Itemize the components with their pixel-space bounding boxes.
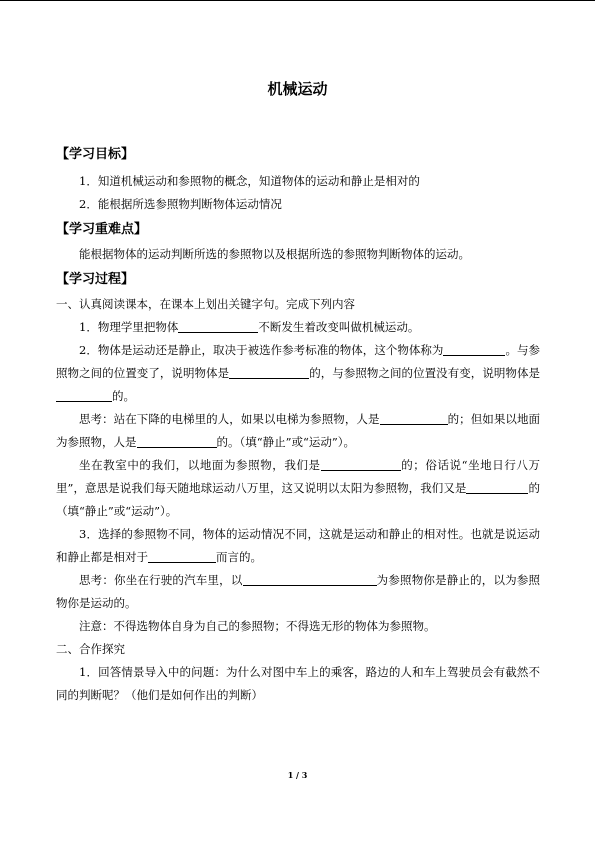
question-text: 。与参照物之间的位置变了，说明物体是 xyxy=(56,343,540,380)
answer-blank[interactable] xyxy=(380,411,448,425)
part-one-heading: 一、认真阅读课本，在课本上划出关键字句。完成下列内容 xyxy=(56,297,355,311)
answer-blank[interactable] xyxy=(229,365,309,379)
answer-blank[interactable] xyxy=(243,572,377,586)
worksheet-content xyxy=(56,143,540,707)
section-heading-process: 【学习过程】 xyxy=(56,272,135,287)
page-title: 机械运动 xyxy=(267,80,328,98)
answer-blank[interactable] xyxy=(466,480,528,494)
question-text: 的。（填“静止”或“运动”）。 xyxy=(216,435,356,449)
answer-blank[interactable] xyxy=(321,457,401,471)
goal-item: 1．知道机械运动和参照物的概念，知道物体的运动和静止是相对的 xyxy=(79,174,420,188)
question-text: 2．物体是运动还是静止，取决于被选作参考标准的物体，这个物体称为 xyxy=(79,343,444,357)
question-text: 坐在教室中的我们，以地面为参照物，我们是 xyxy=(79,458,321,472)
top-border-line xyxy=(0,0,595,1)
cooperation-question-1: 1．回答情景导入中的问题：为什么对图中车上的乘客，路边的人和车上驾驶员会有截然不同的判断呢？（他们是如何作出的判断） xyxy=(56,665,540,702)
key-points-text: 能根据物体的运动判断所选的参照物以及根据所选的参照物判断物体的运动。 xyxy=(79,247,470,261)
question-2 xyxy=(56,339,540,408)
think-question-2 xyxy=(56,569,540,615)
classroom-question xyxy=(56,454,540,523)
answer-blank[interactable] xyxy=(148,549,216,563)
goal-item: 2．能根据所选参照物判断物体运动情况 xyxy=(79,197,282,211)
question-3 xyxy=(56,523,540,569)
question-1 xyxy=(56,316,540,339)
question-text: 的；俗话说“坐地日行八万里”，意思是说我们每天随地球运动八万里，这又说明以太阳为参照物，我们又是 xyxy=(56,458,540,495)
part-two-heading: 二、合作探究 xyxy=(56,642,125,656)
question-text: 不断发生着改变叫做机械运动。 xyxy=(258,320,420,334)
question-text: 的，与参照物之间的位置没有变，说明物体是 xyxy=(309,366,541,380)
answer-blank[interactable] xyxy=(178,319,258,333)
question-text: 的；但如果以地面为参照物，人是 xyxy=(56,412,541,449)
note-text: 注意：不得选物体自身为自己的参照物；不得选无形的物体为参照物。 xyxy=(79,619,436,633)
question-text: 思考：你坐在行驶的汽车里，以 xyxy=(79,573,243,587)
think-question-1 xyxy=(56,408,540,454)
question-text: 思考：站在下降的电梯里的人，如果以电梯为参照物，人是 xyxy=(79,412,380,426)
section-heading-goals: 【学习目标】 xyxy=(56,147,135,162)
question-text: 3．选择的参照物不同，物体的运动情况不同，这就是运动和静止的相对性。也就是说运动和静止都是相对于 xyxy=(56,527,540,564)
question-text: 的。 xyxy=(112,389,135,403)
question-text: 为参照物你是静止的，以为参照物你是运动的。 xyxy=(56,573,540,610)
answer-blank[interactable] xyxy=(137,434,217,448)
answer-blank[interactable] xyxy=(443,342,505,356)
answer-blank[interactable] xyxy=(56,388,112,402)
question-text: 1．物理学里把物体 xyxy=(79,320,179,334)
section-heading-key-points: 【学习重难点】 xyxy=(56,222,148,237)
question-text: 的（填“静止”或“运动”）。 xyxy=(56,481,541,518)
page-number: 1 / 3 xyxy=(287,770,308,780)
question-text: 而言的。 xyxy=(216,550,262,564)
